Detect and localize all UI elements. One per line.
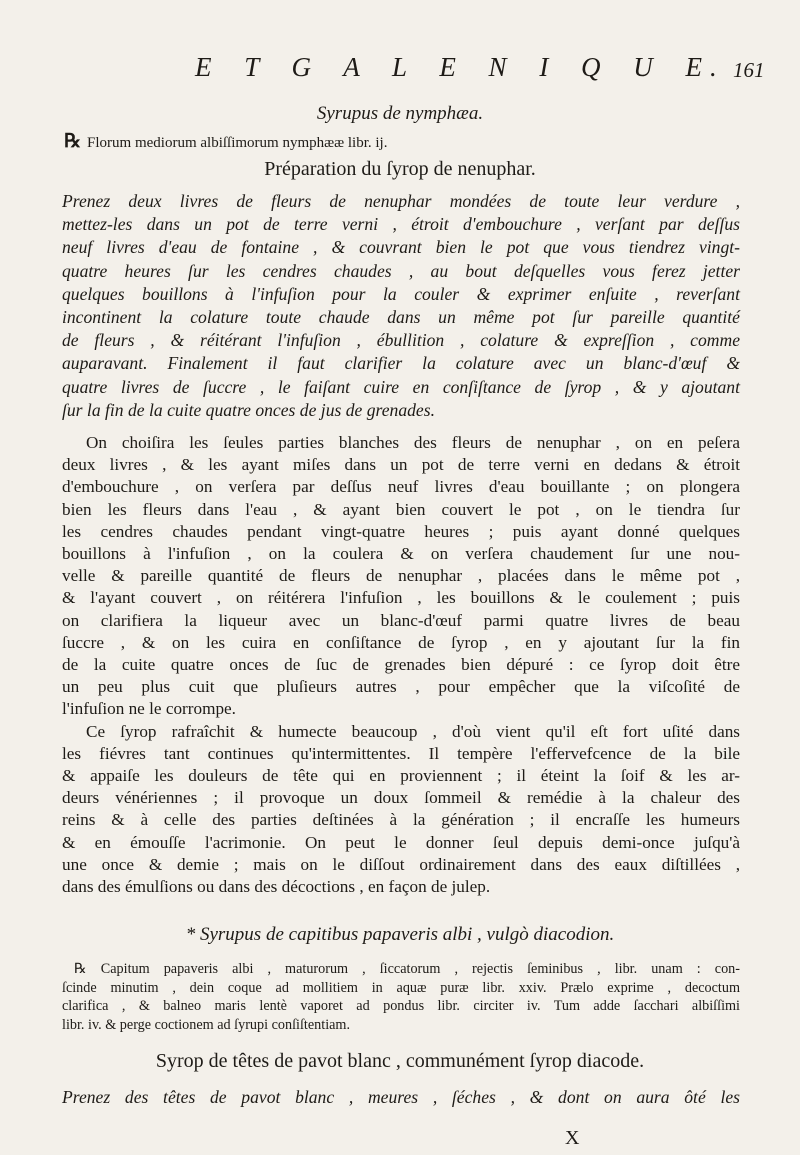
recipe-symbol-icon: ℞ <box>64 131 82 152</box>
preparation-heading: Préparation du ſyrop de nenuphar. <box>264 158 536 180</box>
italic-recipe-paragraph <box>62 190 740 422</box>
text-line: de fleurs , & réitérant l'infuſion , ébullition , colature & expreſſion , comme <box>62 330 740 351</box>
text-line: bouillons à l'infuſion , on la coulera & on verſera chaudement ſur une nou- <box>62 544 740 564</box>
text-line: Prenez deux livres de fleurs de nenuphar mondées de toute leur verdure , <box>62 191 740 211</box>
second-preparation-heading: Syrop de têtes de pavot blanc , communément ſyrop diacode. <box>155 1050 645 1072</box>
text-line: auparavant. Finalement il faut clarifier la colature avec un blanc-d'œuf & <box>62 353 740 374</box>
text-line: les cendres chaudes pendant vingt-quatre heures ; puis ayant donné quelques <box>62 521 740 541</box>
text-line: libr. iv. & perge coctionem ad ſyrupi conſiſtentiam. <box>62 1016 351 1033</box>
text-line: neuf livres d'eau de fontaine , & couvrant bien le pot que vous tiendrez vingt- <box>62 237 740 258</box>
text-line: incontinent la colature toute chaude dans un même pot ſur pareille quantité <box>62 307 740 328</box>
text-line: un peu plus cuit que pluſieurs autres , pour empêcher que la viſcoſité de <box>62 677 740 697</box>
text-line: de la cuite quatre onces de ſuc de grenades bien dépuré : ce ſyrop doit être <box>62 655 740 675</box>
text-line: & en émouſſe l'acrimonie. On peut le donner ſeul depuis demi-once juſqu'à <box>62 832 740 852</box>
text-line: quatre heures ſur les cendres chaudes , au bout deſquelles vous ferez jetter <box>62 260 740 281</box>
text-line: & l'ayant couvert , on réitérera l'infuſion , les bouillons & le coulement ; puis <box>62 588 740 608</box>
preparation-paragraph <box>62 432 740 898</box>
text-line: dans des émulſions ou dans des décoctions , en façon de julep. <box>62 877 491 897</box>
text-line: une once & demie ; mais on le diſſout ordinairement dans des eaux diſtillées , <box>62 854 740 874</box>
text-line: quatre livres de ſuccre , le faiſant cuire en conſiſtance de ſyrop , & y ajoutant <box>62 376 740 397</box>
text-line: l'infuſion ne le corrompe. <box>62 699 236 719</box>
text-line: & appaiſe les douleurs de tête qui en proviennent ; il éteint la ſoif & les ar- <box>62 766 740 786</box>
running-head-title: E T G A L E N I Q U E. <box>195 52 725 82</box>
text-line: d'embouchure , on verſera par deſſus neuf livres d'eau bouillante ; on plongera <box>62 477 740 497</box>
text-line: on clarifiera la liqueur avec un blanc-d'œuf parmi quatre livres de beau <box>62 610 740 630</box>
second-latin-recipe <box>62 960 740 1034</box>
text-line: ℞ Capitum papaveris albi , maturorum , ſiccatorum , rejectis ſeminibus , libr. unam : con- <box>74 961 740 977</box>
text-line: quelques bouillons à l'infuſion pour la couler & exprimer enſuite , reverſant <box>62 283 740 304</box>
syrup-latin-title: Syrupus de nymphæa. <box>316 103 484 124</box>
text-line: deux livres , & les ayant miſes dans un pot de terre verni en dedans & étroit <box>62 455 740 475</box>
recipe-text: Florum mediorum albiſſimorum nymphææ libr. ij. <box>87 135 388 151</box>
second-syrup-latin-title: * Syrupus de capitibus papaveris albi , vulgò diacodion. <box>185 924 615 945</box>
text-line: ſcinde minutim , dein coque ad mollitiem in aquæ puræ libr. xxiv. Prælo exprime , decoctum <box>62 979 740 996</box>
text-line: Prenez des têtes de pavot blanc , meures , ſéches , & dont on aura ôté les <box>62 1087 740 1107</box>
signature-mark: X <box>565 1127 582 1149</box>
text-line: Ce ſyrop rafraîchit & humecte beaucoup , d'où vient qu'il eſt fort uſité dans <box>86 721 740 741</box>
text-line: reins & à celle des parties deſtinées à la génération ; il encraſſe les humeurs <box>62 810 740 830</box>
running-head <box>0 48 800 88</box>
text-line: mettez-les dans un pot de terre verni , étroit d'embouchure , verſant par deſſus <box>62 214 740 235</box>
text-line: ſuccre , & on les cuira en conſiſtance de ſyrop , en y ajoutant ſur la fin <box>62 632 740 652</box>
text-line: bien les fleurs dans l'eau , & ayant bien couvert le pot , on le tiendra ſur <box>62 499 740 519</box>
text-line: ſur la fin de la cuite quatre onces de jus de grenades. <box>62 399 435 420</box>
page-number: 161 <box>733 58 765 82</box>
text-line: velle & pareille quantité de fleurs de nenuphar , placées dans le même pot , <box>62 566 740 586</box>
text-line: clarifica , & balneo maris lentè vaporet ad pondus libr. circiter iv. Tum adde ſacchari albiſſimi <box>62 998 740 1015</box>
text-line: deurs vénériennes ; il provoque un doux ſommeil & remédie à la chaleur des <box>62 788 740 808</box>
second-italic-recipe <box>62 1086 740 1109</box>
text-line: les fiévres tant continues qu'intermittentes. Il tempère l'effervefcence de la bile <box>62 743 740 763</box>
text-line: On choiſira les ſeules parties blanches des fleurs de nenuphar , on en peſera <box>86 433 740 452</box>
latin-recipe <box>64 130 387 153</box>
